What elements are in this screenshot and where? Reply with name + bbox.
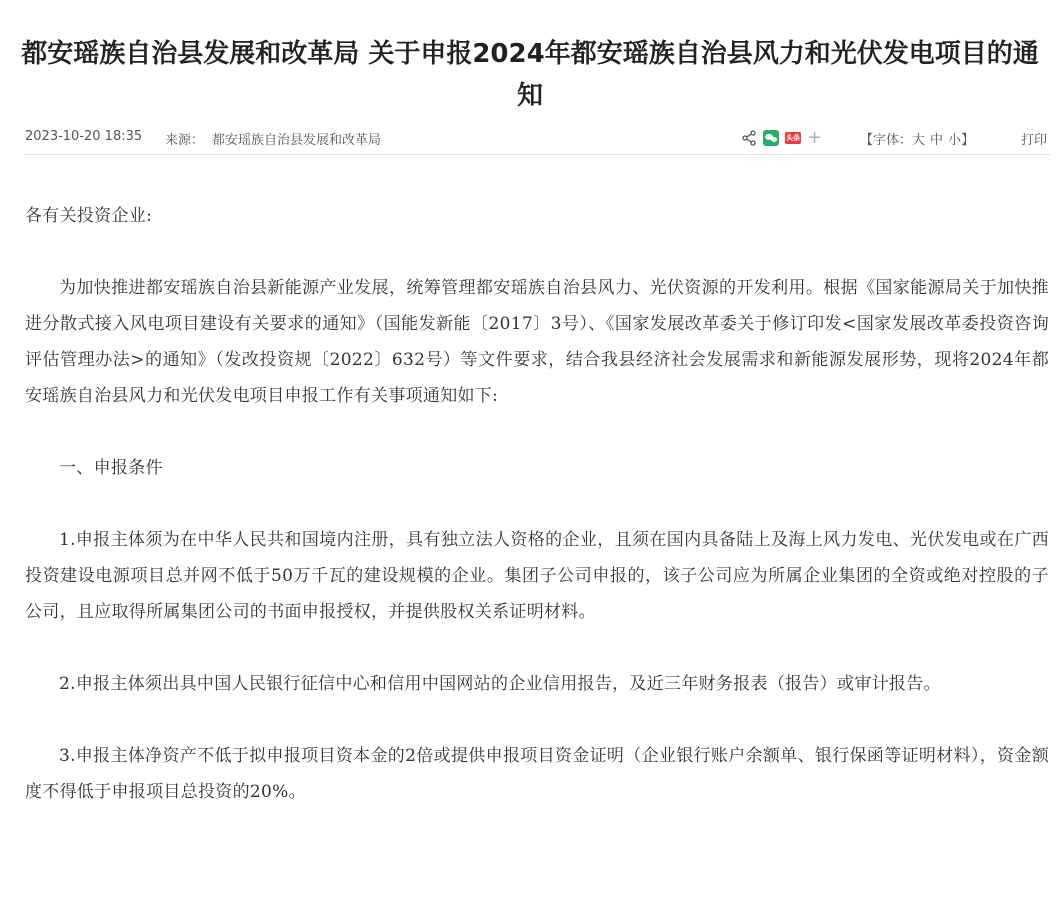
print-button[interactable]: 打印 bbox=[1021, 133, 1048, 148]
font-size-large-button[interactable]: 大 bbox=[912, 133, 926, 148]
plus-icon[interactable]: + bbox=[807, 127, 823, 148]
intro-paragraph: 为加快推进都安瑶族自治县新能源产业发展，统筹管理都安瑶族自治县风力、光伏资源的开发利用。根据《国家能源局关于加快推进分散式接入风电项目建设有关要求的通知》（国能发新能〔2017〕3号）、《国家发展改革委关于修订印发<国家发展改革委投资咨询评估管理办法>的通知》（发改投资规〔2022〕632号）等文件要求，结合我县经济社会发展需求和新能源发展形势，现将2024年都安瑶族自治县风力和光伏发电项目申报工作有关事项通知如下: bbox=[25, 278, 1049, 406]
condition-item-3: 3.申报主体净资产不低于拟申报项目资本金的2倍或提供申报项目资金证明（企业银行账户余额单、银行保函等证明材料），资金额度不得低于申报项目总投资的20%。 bbox=[25, 746, 1049, 802]
condition-item-1: 1.申报主体须为在中华人民共和国境内注册，具有独立法人资格的企业，且须在国内具备陆上及海上风力发电、光伏发电或在广西投资建设电源项目总并网不低于50万千瓦的建设规模的企业。集团子公司申报的，该子公司应为所属企业集团的全资或绝对控股的子公司，且应取得所属集团公司的书面申报授权，并提供股权关系证明材料。 bbox=[25, 530, 1049, 622]
share-icon[interactable] bbox=[741, 130, 757, 146]
font-size-suffix: 】 bbox=[961, 133, 975, 148]
publish-date: 2023-10-20 18:35 bbox=[25, 129, 143, 144]
section-heading: 一、申报条件 bbox=[59, 458, 163, 478]
share-bar bbox=[741, 128, 821, 148]
font-size-control bbox=[860, 129, 974, 148]
toutiao-icon[interactable]: 头条 bbox=[786, 134, 800, 142]
font-size-medium-button[interactable]: 中 bbox=[930, 133, 944, 148]
source-label: 来源： bbox=[165, 133, 205, 148]
salutation: 各有关投资企业: bbox=[25, 206, 153, 226]
wechat-icon[interactable] bbox=[763, 130, 779, 146]
article-title: 都安瑶族自治县发展和改革局 关于申报2024年都安瑶族自治县风力和光伏发电项目的通知 bbox=[21, 39, 1039, 112]
article-source bbox=[165, 129, 381, 148]
source-name: 都安瑶族自治县发展和改革局 bbox=[212, 133, 382, 148]
font-size-prefix: 【字体： bbox=[860, 133, 913, 148]
article-body bbox=[25, 198, 1049, 810]
condition-item-2: 2.申报主体须出具中国人民银行征信中心和信用中国网站的企业信用报告，及近三年财务报表（报告）或审计报告。 bbox=[59, 674, 941, 694]
font-size-small-button[interactable]: 小 bbox=[948, 133, 962, 148]
article-meta-bar bbox=[25, 122, 1050, 155]
